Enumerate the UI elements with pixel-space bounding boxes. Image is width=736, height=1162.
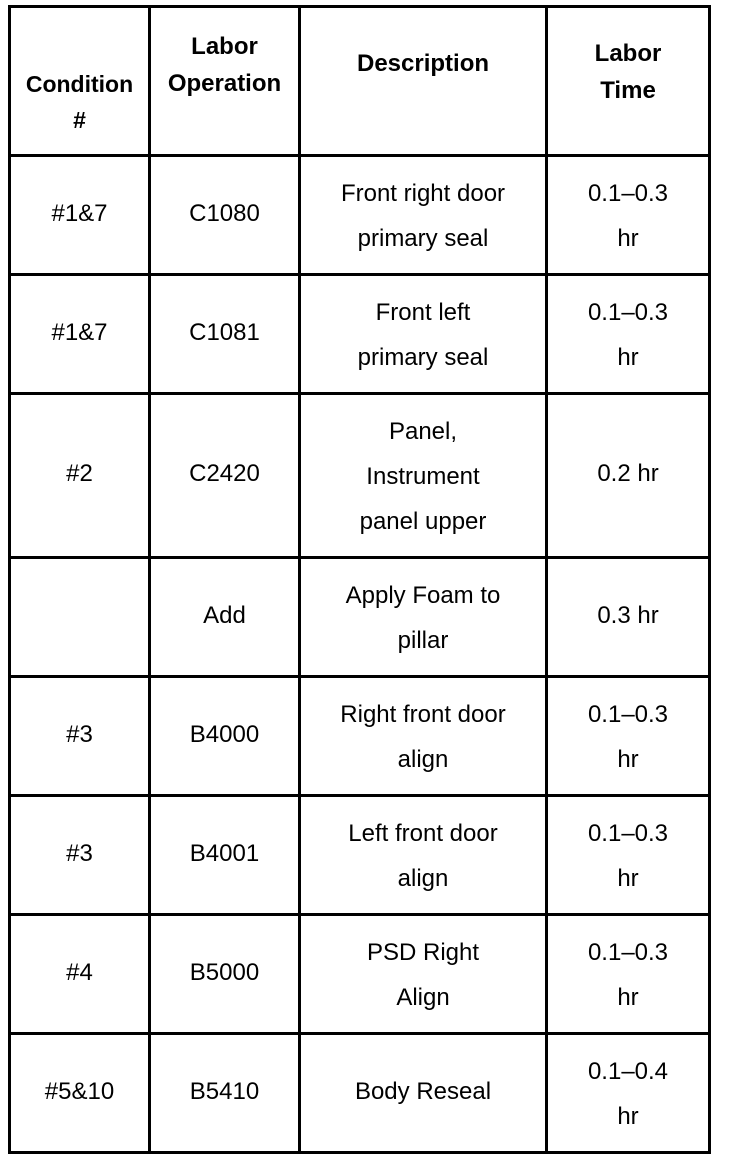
table-row	[10, 275, 710, 394]
cell-description: Body Reseal	[300, 1034, 547, 1153]
table-row	[10, 1034, 710, 1153]
cell-time: 0.3 hr	[547, 558, 710, 677]
cell-operation: C1081	[150, 275, 300, 394]
cell-condition: #1&7	[10, 275, 150, 394]
cell-time: 0.2 hr	[547, 394, 710, 558]
table-row	[10, 156, 710, 275]
cell-condition: #2	[10, 394, 150, 558]
cell-operation: B5410	[150, 1034, 300, 1153]
cell-time: 0.1–0.3 hr	[547, 915, 710, 1034]
cell-time: 0.1–0.3 hr	[547, 275, 710, 394]
table-row	[10, 796, 710, 915]
table-row	[10, 677, 710, 796]
cell-operation: B4001	[150, 796, 300, 915]
header-labor-time: Labor Time	[547, 7, 710, 156]
table-row	[10, 915, 710, 1034]
cell-description: Right front door align	[300, 677, 547, 796]
cell-condition	[10, 558, 150, 677]
cell-operation: C1080	[150, 156, 300, 275]
cell-time: 0.1–0.3 hr	[547, 677, 710, 796]
cell-condition: #1&7	[10, 156, 150, 275]
cell-description: Panel, Instrument panel upper	[300, 394, 547, 558]
cell-condition: #3	[10, 677, 150, 796]
cell-description: PSD Right Align	[300, 915, 547, 1034]
cell-time: 0.1–0.3 hr	[547, 796, 710, 915]
labor-operations-table	[8, 5, 711, 1154]
cell-condition: #5&10	[10, 1034, 150, 1153]
cell-condition: #4	[10, 915, 150, 1034]
cell-time: 0.1–0.3 hr	[547, 156, 710, 275]
cell-operation: C2420	[150, 394, 300, 558]
cell-description: Front right door primary seal	[300, 156, 547, 275]
cell-operation: Add	[150, 558, 300, 677]
table-row	[10, 394, 710, 558]
cell-operation: B4000	[150, 677, 300, 796]
cell-description: Apply Foam to pillar	[300, 558, 547, 677]
header-labor-operation: Labor Operation	[150, 7, 300, 156]
cell-time: 0.1–0.4 hr	[547, 1034, 710, 1153]
cell-operation: B5000	[150, 915, 300, 1034]
header-description: Description	[300, 7, 547, 156]
cell-description: Front left primary seal	[300, 275, 547, 394]
cell-condition: #3	[10, 796, 150, 915]
table-row	[10, 558, 710, 677]
header-condition: Condition #	[10, 7, 150, 156]
header-row	[10, 7, 710, 156]
cell-description: Left front door align	[300, 796, 547, 915]
